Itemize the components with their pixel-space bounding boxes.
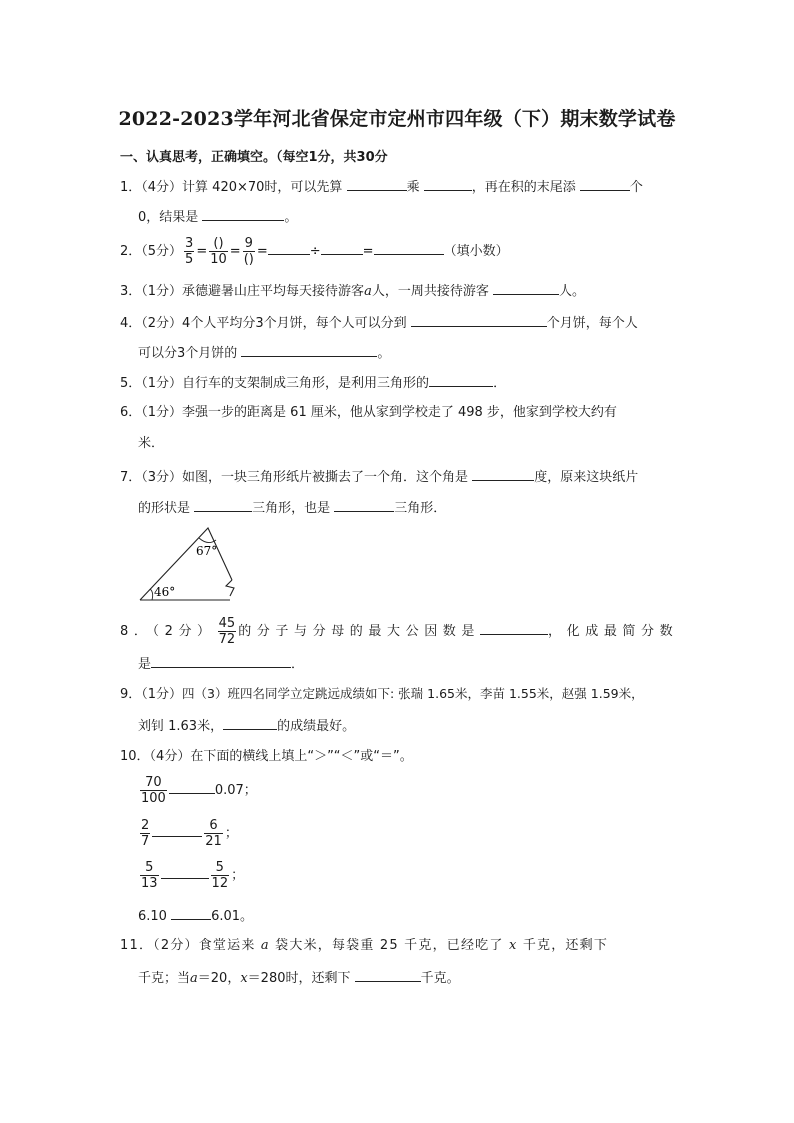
answer-blank[interactable]: [161, 865, 209, 879]
fraction: $\frac{3}{5}$: [185, 236, 194, 267]
compare-row-3: $\frac{5}{13}$ $\frac{5}{12}$ ；: [141, 860, 245, 891]
question-number: 8．（2分）: [120, 624, 216, 639]
answer-blank[interactable]: [223, 716, 277, 730]
question-7-cont: 的形状是 三角形，也是 三角形．: [138, 498, 446, 518]
compare-row-2: $\frac{2}{7}$ $\frac{6}{21}$ ；: [141, 818, 238, 849]
question-number: 9．（1分）: [120, 687, 183, 702]
question-1: 1．（4分）计算 420×70时，可以先算 乘 ，再在积的末尾添 个: [120, 177, 643, 197]
question-3: 3．（1分）承德避暑山庄平均每天接待游客a人，一周共接待游客 人。: [120, 281, 585, 301]
question-number: 10．（4分）: [120, 749, 191, 764]
question-11: 11．（2分）食堂运来 a 袋大米，每袋重 25 千克，已经吃了 x 千克，还剩下: [120, 938, 609, 953]
torn-triangle-figure: [136, 522, 246, 604]
question-text: 计算 420×70时，可以先算: [182, 180, 347, 195]
question-number: 3．（1分）: [120, 284, 183, 299]
question-5: 5．（1分）自行车的支架制成三角形，是利用三角形的 ．: [120, 373, 506, 393]
question-number: 2．（5分）: [120, 244, 183, 259]
question-7: 7．（3分）如图，一块三角形纸片被撕去了一个角．这个角是 度，原来这块纸片: [120, 467, 638, 487]
question-6: 6．（1分）李强一步的距离是 61 厘米，他从家到学校走了 498 步，他家到学校大约有: [120, 405, 617, 420]
question-number: 7．（3分）: [120, 470, 183, 485]
answer-blank[interactable]: [169, 780, 215, 794]
answer-blank[interactable]: [152, 823, 202, 837]
answer-blank[interactable]: [171, 906, 211, 920]
answer-blank[interactable]: [580, 177, 630, 191]
question-number: 5．（1分）: [120, 376, 183, 391]
answer-blank[interactable]: [334, 498, 394, 512]
answer-blank[interactable]: [202, 207, 284, 221]
question-8: 8．（2分） $\frac{45}{72}$ 的分子与分母的最大公因数是 ，化成最简分数: [120, 616, 679, 647]
question-number: 11．（2分）: [120, 938, 199, 953]
answer-blank[interactable]: [480, 621, 548, 635]
question-6-cont: 米．: [138, 436, 165, 451]
fraction: $\frac{9}{()}$: [243, 236, 254, 267]
question-11-cont: 千克；当a＝20，x＝280时，还剩下 千克。: [138, 968, 460, 988]
angle-label-top: 67°: [196, 544, 218, 558]
answer-blank[interactable]: [321, 241, 363, 255]
question-number: 4．（2分）: [120, 316, 183, 331]
fraction: $\frac{45}{72}$: [218, 616, 236, 647]
fraction: $\frac{5}{12}$: [211, 860, 229, 891]
fraction: $\frac{5}{13}$: [141, 860, 158, 891]
answer-blank[interactable]: [347, 177, 407, 191]
question-2: 2．（5分） $\frac{3}{5}$ = $\frac{()}{10}$ = $\frac{9}{()}$ = ÷ = （填小数）: [120, 236, 509, 267]
question-number: 1．（4分）: [120, 180, 183, 195]
question-number: 6．（1分）: [120, 405, 183, 420]
answer-blank[interactable]: [424, 177, 472, 191]
question-9-cont: 刘钊 1.63米， 的成绩最好。: [138, 716, 355, 736]
angle-label-left: 46°: [154, 585, 176, 599]
answer-blank[interactable]: [429, 373, 493, 387]
answer-blank[interactable]: [472, 467, 534, 481]
answer-blank[interactable]: [194, 498, 252, 512]
fraction: $\frac{70}{100}$: [141, 775, 166, 806]
question-4-cont: 可以分3个月饼的 。: [138, 343, 390, 363]
question-8-cont: 是 ．: [138, 654, 304, 674]
question-1-cont: 0，结果是 。: [138, 207, 297, 227]
question-4: 4．（2分）4个人平均分3个月饼，每个人可以分到 个月饼，每个人: [120, 313, 638, 333]
section-heading: 一、认真思考，正确填空。（每空1分，共30分: [120, 150, 388, 165]
answer-blank[interactable]: [151, 654, 291, 668]
page-title: 2022-2023学年河北省保定市定州市四年级（下）期末数学试卷: [118, 108, 676, 130]
question-10: 10．（4分）在下面的横线上填上“＞”“＜”或“＝”。: [120, 749, 413, 764]
answer-blank[interactable]: [411, 313, 547, 327]
answer-blank[interactable]: [374, 241, 444, 255]
fraction: $\frac{2}{7}$: [141, 818, 150, 849]
answer-blank[interactable]: [355, 968, 421, 982]
compare-row-4: 6.10 6.01。: [138, 906, 253, 926]
answer-blank[interactable]: [493, 281, 559, 295]
fraction: $\frac{()}{10}$: [210, 236, 227, 267]
answer-blank[interactable]: [241, 343, 377, 357]
fraction: $\frac{6}{21}$: [205, 818, 222, 849]
answer-blank[interactable]: [268, 241, 310, 255]
question-9: 9．（1分）四（3）班四名同学立定跳远成绩如下: 张瑞 1.65米，李苗 1.55米，赵强 1.59米，: [120, 686, 644, 702]
compare-row-1: $\frac{70}{100}$ 0.07；: [141, 775, 257, 806]
